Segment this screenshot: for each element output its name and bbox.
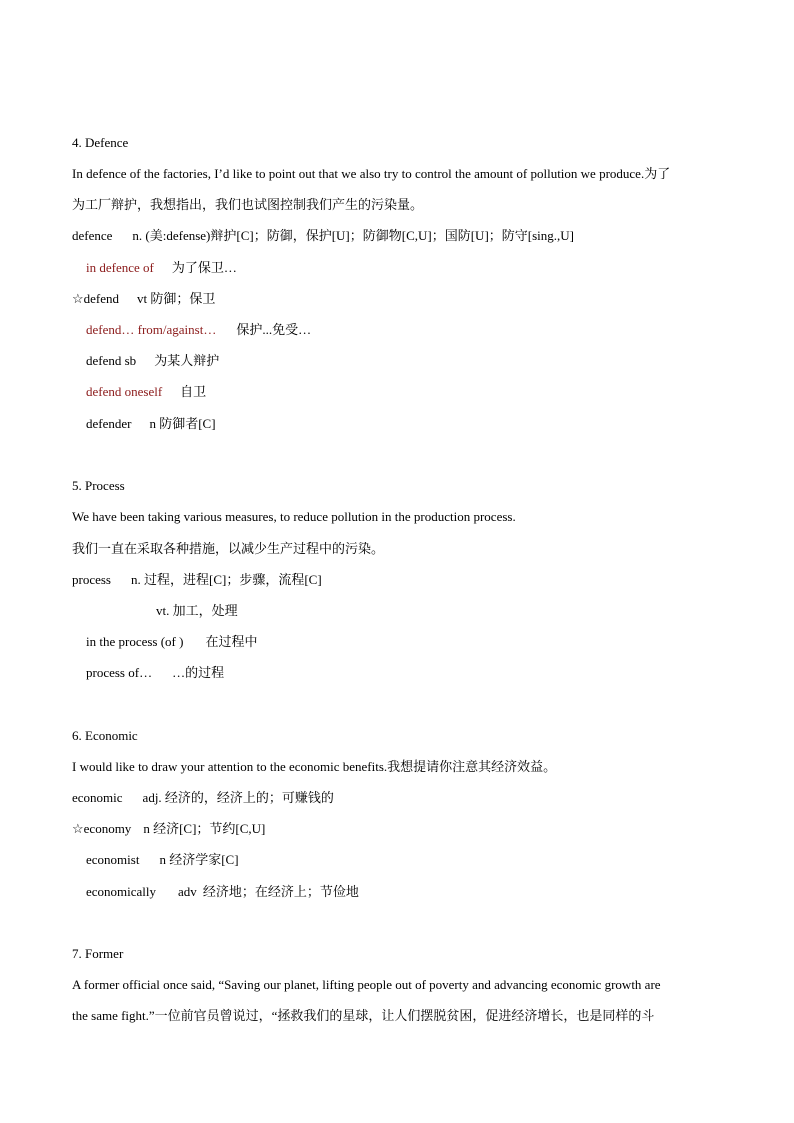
entry-definition: n. 过程，进程[C]；步骤，流程[C] — [131, 572, 322, 587]
entry-defend — [72, 290, 215, 308]
example-sentence: I would like to draw your attention to the economic benefits.我想提请你注意其经济效益。 — [72, 759, 557, 774]
star-word: ☆economy — [72, 821, 132, 836]
phrase-pos: adv — [178, 884, 197, 899]
phrase-economically — [86, 883, 359, 901]
phrase: process of… — [86, 665, 153, 680]
entry-defence — [72, 227, 574, 245]
phrase: economist — [86, 852, 140, 867]
phrase-meaning: 为了保卫… — [171, 260, 237, 275]
phrase: defend sb — [86, 353, 137, 368]
entry-definition: n. (美:defense)辩护[C]；防御，保护[U]；防御物[C,U]；国防[U]；防守[sing.,U] — [132, 228, 574, 243]
example-translation: 我们一直在采取各种措施，以减少生产过程中的污染。 — [72, 541, 385, 556]
entry-process — [72, 571, 322, 589]
phrase-meaning: n 防御者[C] — [149, 416, 216, 431]
example-sentence: In defence of the factories, I’d like to point out that we also try to control the amount of pollution we produce.为了 — [72, 166, 671, 181]
phrase-economist — [86, 851, 239, 869]
entry-definition: adj. 经济的，经济上的；可赚钱的 — [142, 790, 334, 805]
entry-economic — [72, 789, 334, 807]
phrase-meaning: n 经济学家[C] — [159, 852, 239, 867]
phrase-defend-oneself — [86, 383, 206, 401]
example-translation: 为工厂辩护，我想指出，我们也试图控制我们产生的污染量。 — [72, 197, 424, 212]
phrase-in-the-process — [86, 633, 257, 651]
phrase-defender — [86, 415, 216, 433]
star-definition: n 经济[C]；节约[C,U] — [143, 821, 266, 836]
phrase-meaning: 在过程中 — [205, 634, 258, 649]
example-sentence: A former official once said, “Saving our planet, lifting people out of poverty and advancing economic growth are — [72, 977, 661, 992]
section-heading-process: 5. Process — [72, 478, 125, 493]
phrase-meaning: 为某人辩护 — [154, 353, 220, 368]
entry-word: defence — [72, 228, 113, 243]
phrase: in defence of — [86, 260, 154, 275]
section-heading-former: 7. Former — [72, 946, 124, 961]
phrase-meaning: 经济地；在经济上；节俭地 — [202, 884, 359, 899]
example-sentence-continued: the same fight.”一位前官员曾说过，“拯救我们的星球，让人们摆脱贫困，促进经济增长，也是同样的斗 — [72, 1008, 655, 1023]
phrase-meaning: 自卫 — [180, 384, 207, 399]
phrase-defend-from — [86, 321, 311, 339]
entry-economy — [72, 820, 265, 838]
phrase-process-of — [86, 664, 224, 682]
phrase-meaning: 保护...免受… — [236, 322, 312, 337]
phrase-meaning: …的过程 — [172, 665, 225, 680]
entry-word: economic — [72, 790, 123, 805]
phrase-defend-sb — [86, 352, 219, 370]
section-heading-defence: 4. Defence — [72, 135, 129, 150]
entry-word: process — [72, 572, 111, 587]
phrase-in-defence-of — [86, 259, 237, 277]
phrase: defend… from/against… — [86, 322, 217, 337]
phrase: in the process (of ) — [86, 634, 184, 649]
phrase: defender — [86, 416, 132, 431]
star-word: ☆defend — [72, 291, 120, 306]
entry-definition-verb: vt. 加工，处理 — [156, 603, 238, 618]
example-sentence: We have been taking various measures, to reduce pollution in the production process. — [72, 509, 516, 524]
section-heading-economic: 6. Economic — [72, 728, 138, 743]
phrase: defend oneself — [86, 384, 163, 399]
phrase: economically — [86, 884, 157, 899]
star-definition: vt 防御；保卫 — [137, 291, 216, 306]
